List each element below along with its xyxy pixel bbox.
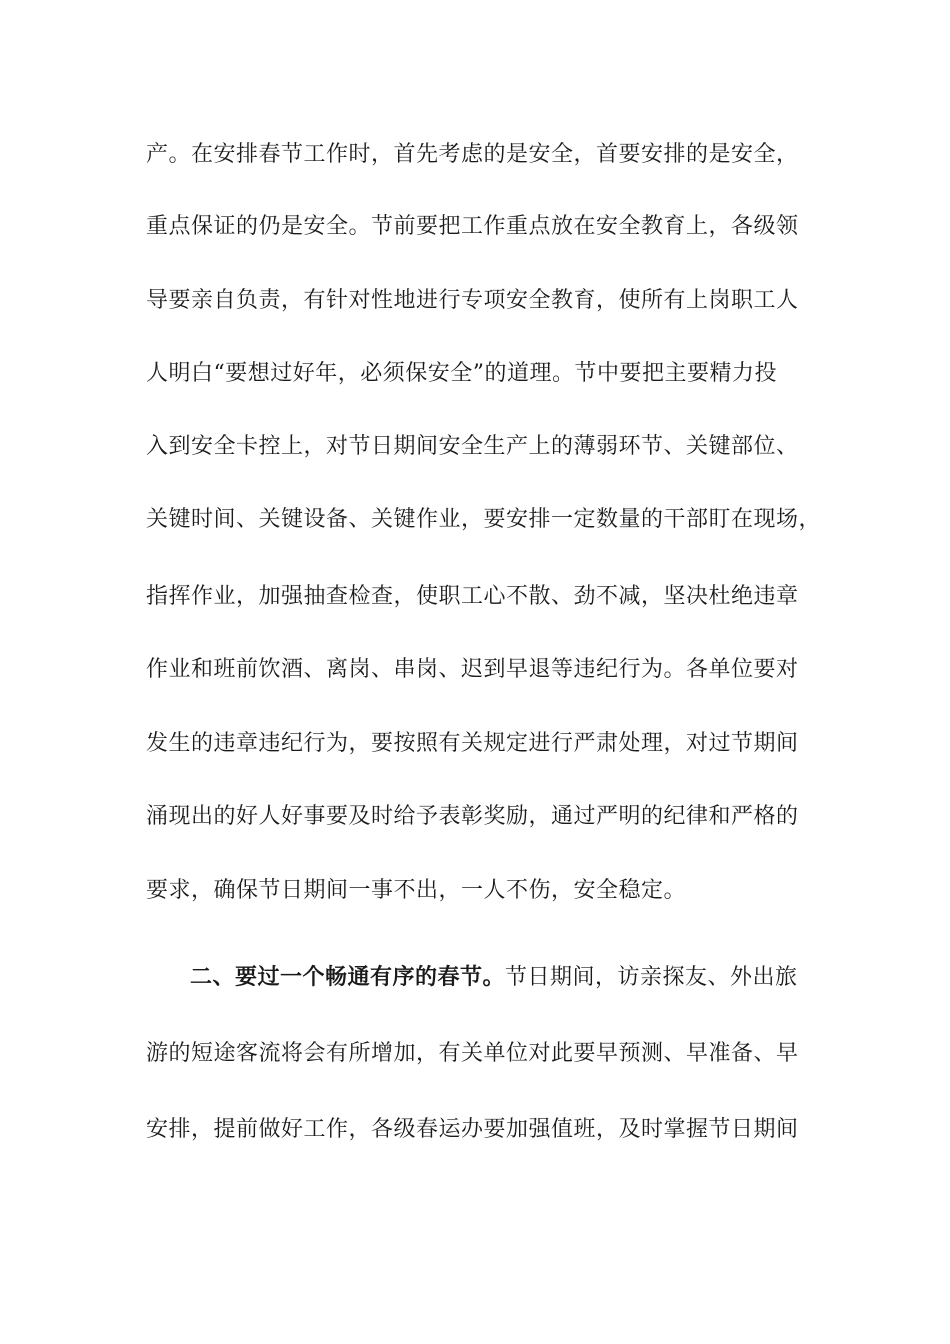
paragraph-line: 作业和班前饮酒、离岗、串岗、迟到早退等违纪行为。各单位要对 <box>146 657 799 682</box>
paragraph-line: 游的短途客流将会有所增加，有关单位对此要早预测、早准备、早 <box>146 1041 799 1066</box>
paragraph-line: 发生的违章违纪行为，要按照有关规定进行严肃处理，对过节期间 <box>146 731 799 756</box>
paragraph-line: 要求，确保节日期间一事不出，一人不伤，安全稳定。 <box>146 878 687 903</box>
section-2-text: 节日期间，访亲探友、外出旅 <box>505 965 798 990</box>
paragraph-line: 重点保证的仍是安全。节前要把工作重点放在安全教育上，各级领 <box>146 214 799 239</box>
paragraph-line: 产。在安排春节工作时，首先考虑的是安全，首要安排的是安全， <box>146 142 799 167</box>
paragraph-line: 导要亲自负责，有针对性地进行专项安全教育，使所有上岗职工人 <box>146 288 799 313</box>
paragraph-line: 入到安全卡控上，对节日期间安全生产上的薄弱环节、关键部位、 <box>146 434 799 459</box>
paragraph-line: 涌现出的好人好事要及时给予表彰奖励，通过严明的纪律和严格的 <box>146 804 799 829</box>
section-2-first-line <box>190 962 798 993</box>
paragraph-line: 指挥作业，加强抽查检查，使职工心不散、劲不减，坚决杜绝违章 <box>146 584 799 609</box>
paragraph-line: 人明白“要想过好年，必须保安全”的道理。节中要把主要精力投 <box>146 361 777 386</box>
section-2-heading: 二、要过一个畅通有序的春节。 <box>190 964 506 990</box>
paragraph-line: 关键时间、关键设备、关键作业，要安排一定数量的干部盯在现场， <box>146 507 822 532</box>
paragraph-line: 安排，提前做好工作，各级春运办要加强值班，及时掌握节日期间 <box>146 1117 799 1142</box>
